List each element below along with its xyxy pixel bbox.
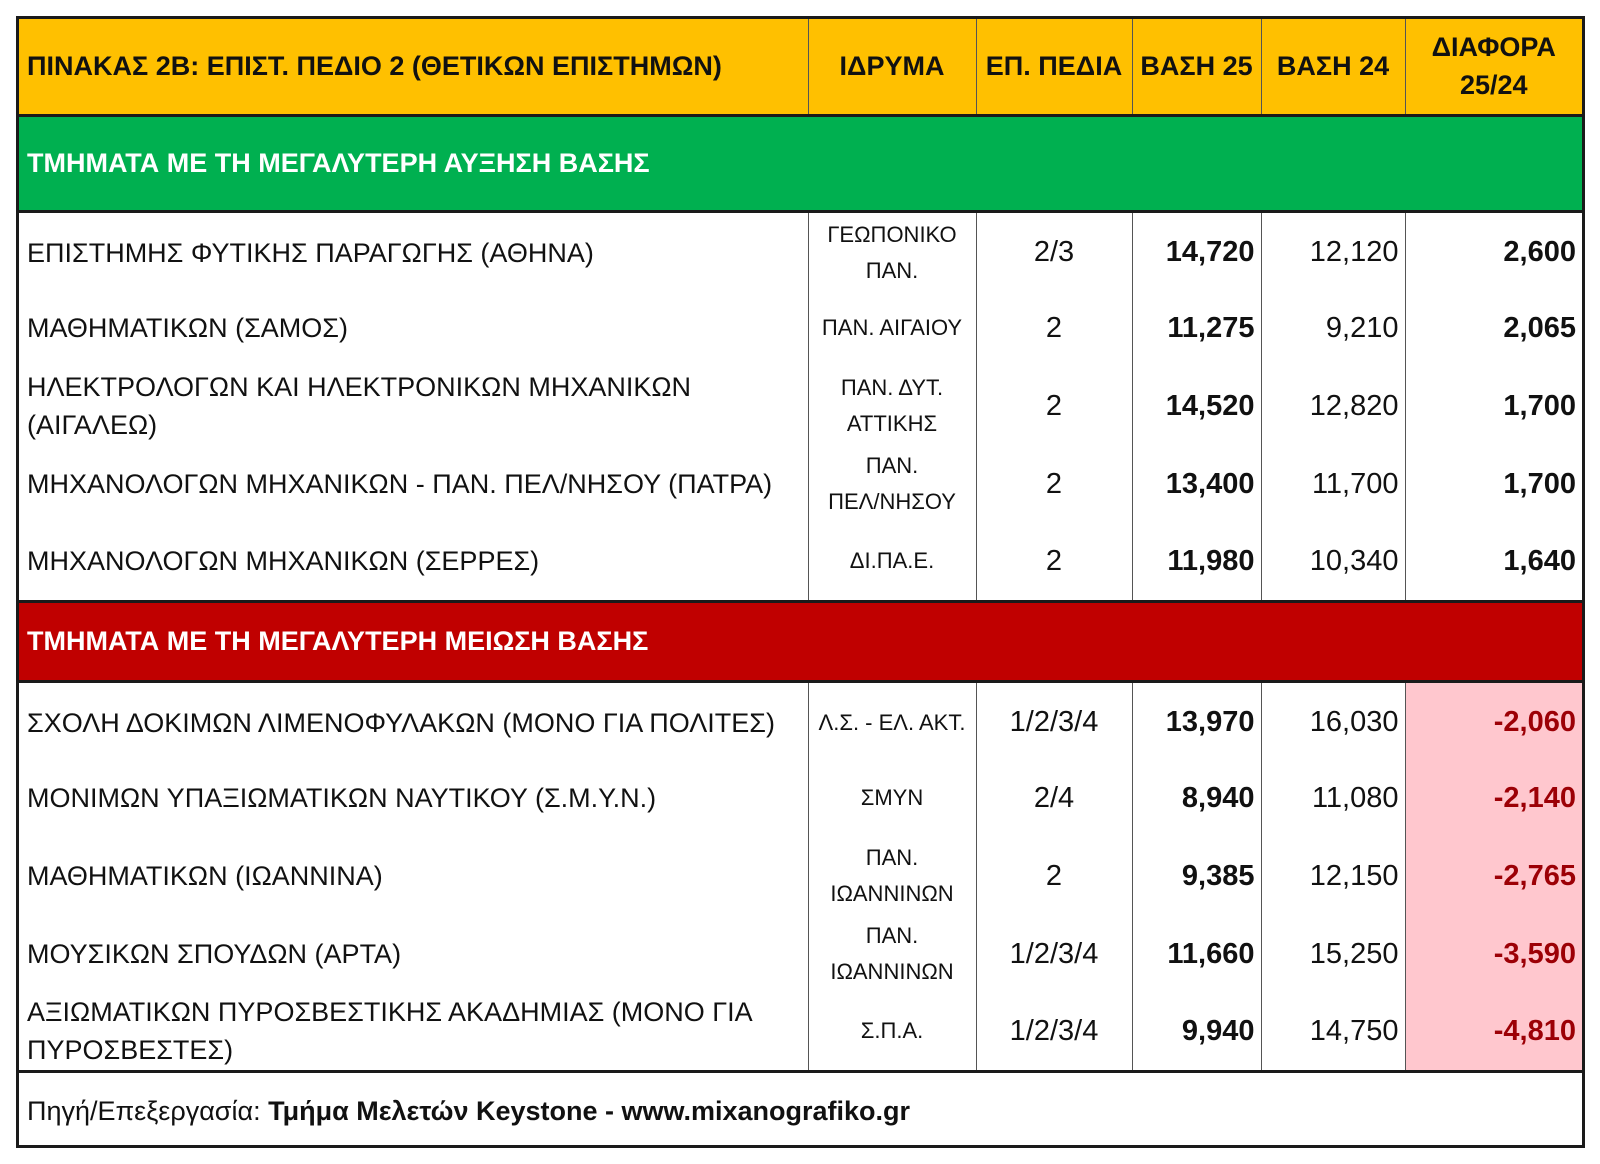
diff-cell: 1,640 — [1503, 544, 1576, 577]
table-row — [19, 445, 1582, 523]
institution-cell — [808, 993, 976, 1071]
diff-cell: 2,600 — [1503, 236, 1576, 269]
header-fields: ΕΠ. ΠΕΔΙΑ — [976, 19, 1132, 115]
base25-cell: 9,385 — [1132, 837, 1261, 915]
table-row — [19, 523, 1582, 601]
source-label: Πηγή/Επεξεργασία: — [27, 1096, 261, 1127]
header-diff — [1405, 19, 1582, 115]
dept-name: ΜΑΘΗΜΑΤΙΚΩΝ (ΙΩΑΝΝΙΝΑ) — [19, 837, 808, 915]
source-value: Τμήμα Μελετών Keystone - www.mixanografiko.gr — [268, 1096, 911, 1127]
institution-line1: ΠΑΝ. ΔΥΤ. — [840, 375, 944, 400]
base24-cell: 11,080 — [1261, 759, 1405, 837]
dept-name: ΜΟΝΙΜΩΝ ΥΠΑΞΙΩΜΑΤΙΚΩΝ ΝΑΥΤΙΚΟΥ (Σ.Μ.Υ.Ν.) — [19, 759, 808, 837]
institution-line2: ΑΤΤΙΚΗΣ — [846, 411, 938, 436]
institution-line1: ΠΑΝ. — [865, 453, 919, 478]
institution-cell — [808, 759, 976, 837]
base24-cell: 15,250 — [1261, 915, 1405, 993]
institution-line2: ΠΕΛ/ΝΗΣΟΥ — [828, 489, 956, 514]
table-title: ΠΙΝΑΚΑΣ 2Β: ΕΠΙΣΤ. ΠΕΔΙΟ 2 (ΘΕΤΙΚΩΝ ΕΠΙΣΤΗΜΩΝ) — [19, 19, 808, 115]
base24-cell: 10,340 — [1261, 523, 1405, 601]
decrease-section-row — [19, 601, 1582, 681]
table-row — [19, 367, 1582, 445]
institution-line1: ΠΑΝ. — [865, 845, 919, 870]
diff-cell: 1,700 — [1503, 389, 1576, 422]
base25-cell: 13,970 — [1132, 681, 1261, 759]
table-row — [19, 993, 1582, 1071]
dept-name: ΜΟΥΣΙΚΩΝ ΣΠΟΥΔΩΝ (ΑΡΤΑ) — [19, 915, 808, 993]
dept-name: ΜΑΘΗΜΑΤΙΚΩΝ (ΣΑΜΟΣ) — [19, 289, 808, 367]
institution-line1: ΠΑΝ. — [865, 923, 919, 948]
base25-cell: 11,275 — [1132, 289, 1261, 367]
footer-row — [19, 1071, 1582, 1151]
institution-line2: ΙΩΑΝΝΙΝΩΝ — [830, 881, 954, 906]
source-note — [19, 1071, 1582, 1151]
base24-cell: 12,150 — [1261, 837, 1405, 915]
dept-name: ΣΧΟΛΗ ΔΟΚΙΜΩΝ ΛΙΜΕΝΟΦΥΛΑΚΩΝ (ΜΟΝΟ ΓΙΑ ΠΟΛΙΤΕΣ) — [19, 681, 808, 759]
diff-cell-negative: -4,810 — [1405, 993, 1582, 1071]
base25-cell: 11,980 — [1132, 523, 1261, 601]
institution-line1: ΓΕΩΠΟΝΙΚΟ — [827, 221, 957, 247]
results-table-frame — [16, 16, 1585, 1148]
fields-cell: 2/3 — [976, 211, 1132, 289]
base24-cell: 11,700 — [1261, 445, 1405, 523]
institution-line1: Λ.Σ. - ΕΛ. ΑΚΤ. — [818, 709, 966, 735]
institution-line1: Σ.Π.Α. — [860, 1018, 924, 1044]
diff-cell: 2,065 — [1503, 311, 1576, 344]
table-row — [19, 289, 1582, 367]
header-row — [19, 19, 1582, 115]
diff-cell-negative: -2,765 — [1405, 837, 1582, 915]
institution-line2: ΙΩΑΝΝΙΝΩΝ — [830, 959, 954, 984]
increase-section-label: ΤΜΗΜΑΤΑ ΜΕ ΤΗ ΜΕΓΑΛΥΤΕΡΗ ΑΥΞΗΣΗ ΒΑΣΗΣ — [19, 115, 1582, 211]
base25-cell: 14,520 — [1132, 367, 1261, 445]
table-row — [19, 681, 1582, 759]
base24-cell: 9,210 — [1261, 289, 1405, 367]
fields-cell: 2 — [976, 523, 1132, 601]
table-row — [19, 915, 1582, 993]
dept-name: ΜΗΧΑΝΟΛΟΓΩΝ ΜΗΧΑΝΙΚΩΝ (ΣΕΡΡΕΣ) — [19, 523, 808, 601]
table-row — [19, 211, 1582, 289]
fields-cell: 2 — [976, 445, 1132, 523]
diff-cell-negative: -2,140 — [1405, 759, 1582, 837]
institution-line2: ΠΑΝ. — [865, 257, 919, 283]
header-base24: ΒΑΣΗ 24 — [1261, 19, 1405, 115]
institution-line1: ΠΑΝ. ΑΙΓΑΙΟΥ — [821, 315, 963, 340]
header-diff-line1: ΔΙΑΦΟΡΑ — [1431, 32, 1556, 63]
diff-cell-negative: -3,590 — [1405, 915, 1582, 993]
fields-cell: 1/2/3/4 — [976, 681, 1132, 759]
decrease-section-label: ΤΜΗΜΑΤΑ ΜΕ ΤΗ ΜΕΓΑΛΥΤΕΡΗ ΜΕΙΩΣΗ ΒΑΣΗΣ — [19, 601, 1582, 681]
diff-cell-negative: -2,060 — [1405, 681, 1582, 759]
institution-cell — [808, 915, 976, 993]
base24-cell: 14,750 — [1261, 993, 1405, 1071]
institution-cell — [808, 681, 976, 759]
fields-cell: 1/2/3/4 — [976, 993, 1132, 1071]
header-base25: ΒΑΣΗ 25 — [1132, 19, 1261, 115]
base25-cell: 11,660 — [1132, 915, 1261, 993]
institution-cell — [808, 445, 976, 523]
institution-cell — [808, 367, 976, 445]
fields-cell: 1/2/3/4 — [976, 915, 1132, 993]
fields-cell: 2 — [976, 289, 1132, 367]
table-row — [19, 759, 1582, 837]
base24-cell: 12,820 — [1261, 367, 1405, 445]
dept-name: ΗΛΕΚΤΡΟΛΟΓΩΝ ΚΑΙ ΗΛΕΚΤΡΟΝΙΚΩΝ ΜΗΧΑΝΙΚΩΝ (ΑΙΓΑΛΕΩ) — [19, 367, 808, 445]
base25-cell: 9,940 — [1132, 993, 1261, 1071]
header-diff-line2: 25/24 — [1459, 70, 1528, 101]
diff-cell: 1,700 — [1503, 467, 1576, 500]
institution-cell — [808, 211, 976, 289]
dept-name: ΕΠΙΣΤΗΜΗΣ ΦΥΤΙΚΗΣ ΠΑΡΑΓΩΓΗΣ (ΑΘΗΝΑ) — [19, 211, 808, 289]
dept-name: ΜΗΧΑΝΟΛΟΓΩΝ ΜΗΧΑΝΙΚΩΝ - ΠΑΝ. ΠΕΛ/ΝΗΣΟΥ (ΠΑΤΡΑ) — [19, 445, 808, 523]
base24-cell: 16,030 — [1261, 681, 1405, 759]
institution-line1: ΔΙ.ΠΑ.Ε. — [849, 548, 935, 574]
fields-cell: 2 — [976, 837, 1132, 915]
increase-section-row — [19, 115, 1582, 211]
institution-cell — [808, 837, 976, 915]
institution-cell — [808, 523, 976, 601]
fields-cell: 2 — [976, 367, 1132, 445]
base24-cell: 12,120 — [1261, 211, 1405, 289]
header-institution: ΙΔΡΥΜΑ — [808, 19, 976, 115]
base25-cell: 8,940 — [1132, 759, 1261, 837]
institution-cell — [808, 289, 976, 367]
dept-name: ΑΞΙΩΜΑΤΙΚΩΝ ΠΥΡΟΣΒΕΣΤΙΚΗΣ ΑΚΑΔΗΜΙΑΣ (ΜΟΝΟ ΓΙΑ ΠΥΡΟΣΒΕΣΤΕΣ) — [19, 993, 808, 1071]
fields-cell: 2/4 — [976, 759, 1132, 837]
base25-cell: 13,400 — [1132, 445, 1261, 523]
results-table — [19, 19, 1582, 1151]
base25-cell: 14,720 — [1132, 211, 1261, 289]
institution-line1: ΣΜΥΝ — [860, 785, 924, 810]
table-row — [19, 837, 1582, 915]
